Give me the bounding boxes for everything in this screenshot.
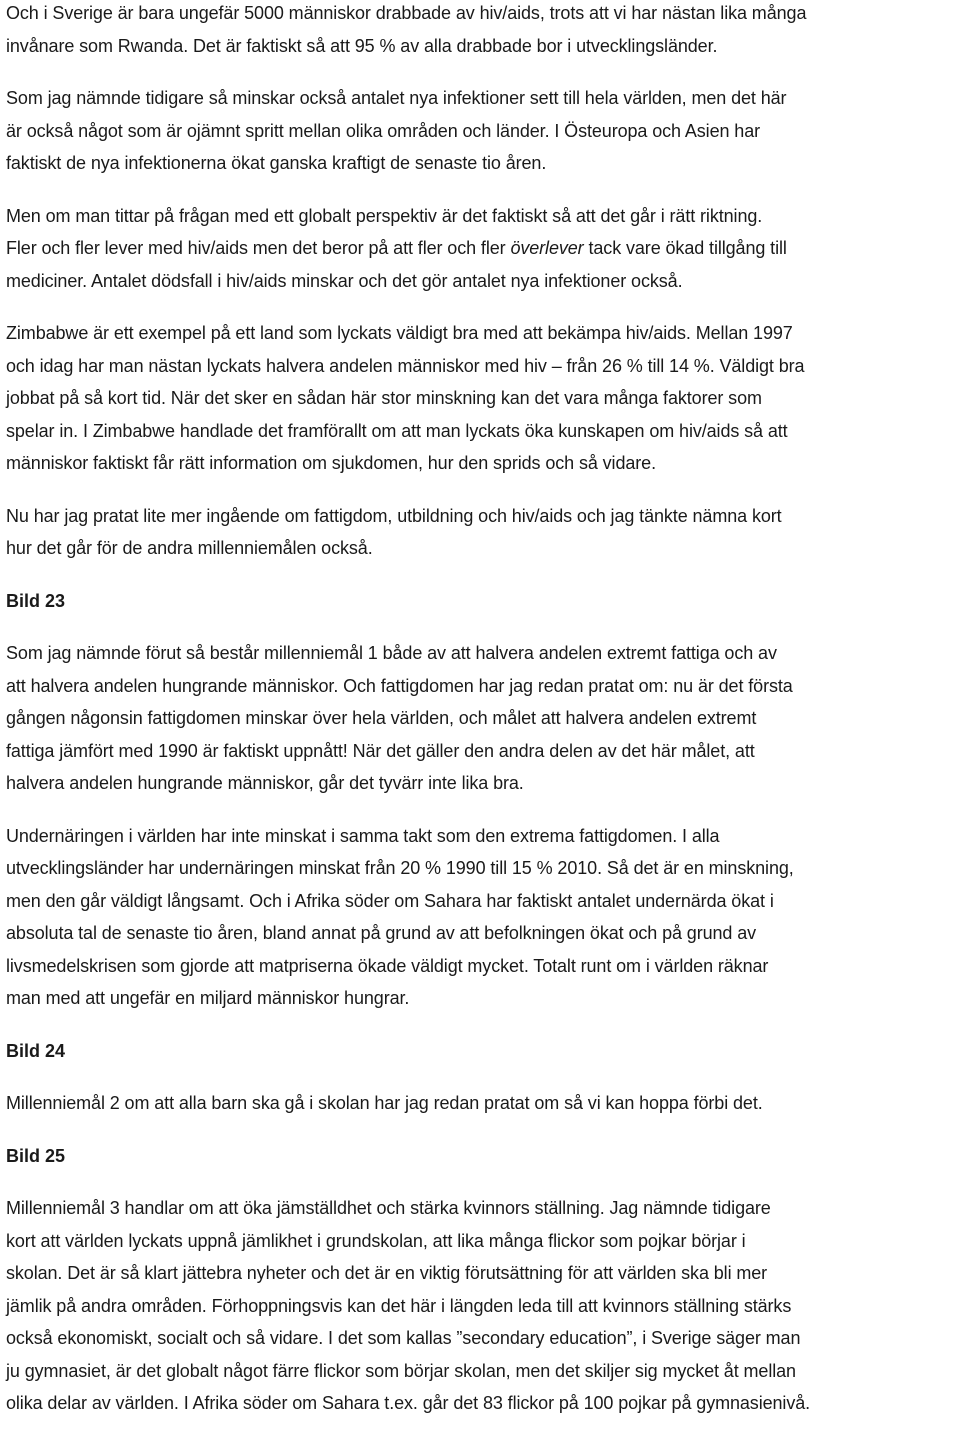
text-line: att halvera andelen hungrande människor. Och fattigdomen har jag redan pratat om: nu är det första: [6, 675, 793, 696]
paragraph-undernourishment: [6, 820, 954, 1015]
text-line: Zimbabwe är ett exempel på ett land som lyckats väldigt bra med att bekämpa hiv/aids. Mellan 1997: [6, 323, 793, 343]
emphasized-word: överlever: [510, 238, 584, 258]
text-line: absoluta tal de senaste tio åren, bland annat på grund av att befolkningen ökat och på grund av: [6, 923, 757, 943]
text-line-with-emphasis: [6, 232, 954, 265]
text-line: Men om man tittar på frågan med ett globalt perspektiv är det faktiskt så att det går i rätt riktning.: [6, 205, 763, 226]
text-line: Millenniemål 3 handlar om att öka jämställdhet och stärka kvinnors ställning. Jag nämnde tidigare: [6, 1198, 771, 1218]
text-line: jobbat på så kort tid. När det sker en sådan här stor minskning kan det vara många faktorer som: [6, 388, 762, 408]
text-line: utvecklingsländer har undernäringen minskat från 20 % 1990 till 15 % 2010. Så det är en minskning,: [6, 858, 794, 878]
text-line: Undernäringen i världen har inte minskat i samma takt som den extrema fattigdomen. I alla: [6, 825, 720, 846]
text-line: är också något som är ojämnt spritt mellan olika områden och länder. I Östeuropa och Asien har: [6, 120, 761, 141]
text-line: Nu har jag pratat lite mer ingående om fattigdom, utbildning och hiv/aids och jag tänkte nämna kort: [6, 505, 782, 526]
text-line: Och i Sverige är bara ungefär 5000 människor drabbade av hiv/aids, trots att vi har nästan lika många: [6, 3, 807, 23]
text-line: halvera andelen hungrande människor, går det tyvärr inte lika bra.: [6, 773, 524, 793]
text-line: faktiskt de nya infektionerna ökat ganska kraftigt de senaste tio åren.: [6, 153, 547, 173]
paragraph-goal-3: [6, 1192, 954, 1420]
text-line: livsmedelskrisen som gjorde att matpriserna ökade väldigt mycket. Totalt runt om i världen räknar: [6, 955, 769, 976]
text-segment: tack vare ökad tillgång till: [583, 238, 787, 258]
text-line: kort att världen lyckats uppnå jämlikhet i grundskolan, att lika många flickor som pojkar börjar i: [6, 1230, 746, 1251]
text-line: Millenniemål 2 om att alla barn ska gå i skolan har jag redan pratat om så vi kan hoppa förbi det.: [6, 1093, 763, 1113]
text-segment: Fler och fler lever med hiv/aids men det beror på att fler och fler: [6, 238, 511, 258]
text-line: skolan. Det är så klart jättebra nyheter och det är en viktig förutsättning för att världen ska bli mer: [6, 1263, 768, 1283]
text-line: hur det går för de andra millenniemålen också.: [6, 538, 373, 558]
text-line: också ekonomiskt, socialt och så vidare. I det som kallas ”secondary education”, i Sverige säger man: [6, 1328, 801, 1348]
text-line: Som jag nämnde tidigare så minskar också antalet nya infektioner sett till hela världen, men det här: [6, 88, 787, 108]
text-line: jämlik på andra områden. Förhoppningsvis kan det här i längden leda till att kvinnors ställning stärks: [6, 1295, 792, 1316]
text-line: spelar in. I Zimbabwe handlade det framförallt om att man lyckats öka kunskapen om hiv/aids så att: [6, 420, 788, 441]
paragraph-new-infections: [6, 82, 954, 180]
paragraph-sweden-hiv: [6, 0, 954, 62]
text-line: invånare som Rwanda. Det är faktiskt så att 95 % av alla drabbade bor i utvecklingsländer.: [6, 35, 718, 56]
text-line: Som jag nämnde förut så består millenniemål 1 både av att halvera andelen extremt fattiga och av: [6, 643, 777, 663]
paragraph-goal-2: [6, 1087, 954, 1120]
text-line: men den går väldigt långsamt. Och i Afrika söder om Sahara har faktiskt antalet undernärda ökat i: [6, 890, 774, 911]
text-line: gången någonsin fattigdomen minskar över hela världen, och målet att halvera andelen extremt: [6, 708, 757, 728]
text-line: mediciner. Antalet dödsfall i hiv/aids minskar och det gör antalet nya infektioner också.: [6, 270, 683, 291]
text-line: människor faktiskt får rätt information om sjukdomen, hur den sprids och så vidare.: [6, 453, 656, 473]
heading-bild-24: Bild 24: [6, 1040, 66, 1061]
text-line: och idag har man nästan lyckats halvera andelen människor med hiv – från 26 % till 14 %. Väldigt bra: [6, 355, 805, 376]
paragraph-zimbabwe: [6, 317, 954, 480]
text-line: olika delar av världen. I Afrika söder om Sahara t.ex. går det 83 flickor på 100 pojkar på gymnasienivå.: [6, 1393, 811, 1413]
heading-bild-23: Bild 23: [6, 590, 66, 611]
paragraph-goal-1: [6, 637, 954, 800]
heading-bild-25: Bild 25: [6, 1145, 66, 1166]
paragraph-global-perspective: [6, 200, 954, 298]
text-line: ju gymnasiet, är det globalt något färre flickor som börjar skolan, men det skiljer sig mycket åt mellan: [6, 1360, 796, 1381]
paragraph-transition: [6, 500, 954, 565]
text-line: fattiga jämfört med 1990 är faktiskt uppnått! När det gäller den andra delen av det här målet, att: [6, 740, 755, 761]
text-line: man med att ungefär en miljard människor hungrar.: [6, 988, 410, 1008]
